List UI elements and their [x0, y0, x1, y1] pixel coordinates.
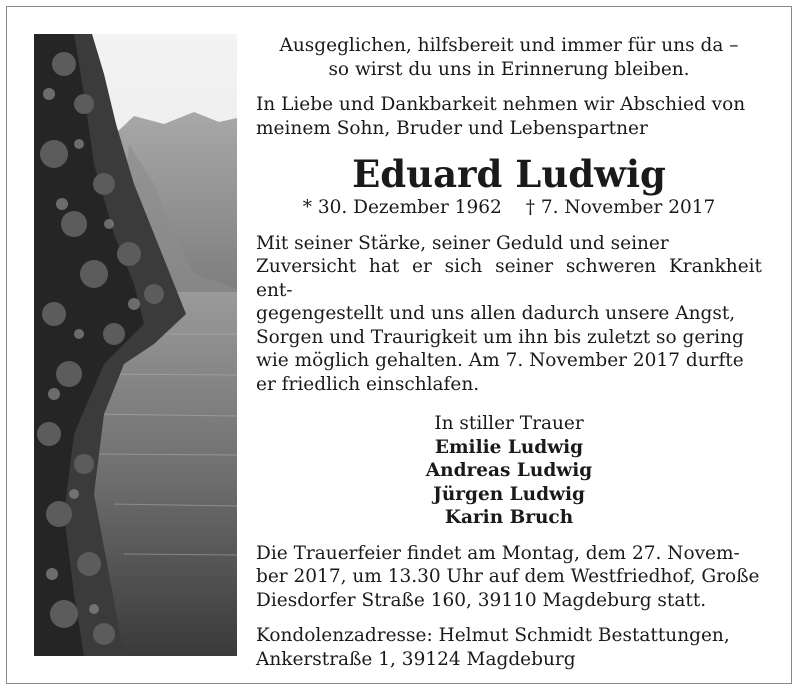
mourning-heading: In stiller Trauer: [434, 413, 584, 434]
birth-date: * 30. Dezember 1962: [302, 197, 502, 218]
mourners: [256, 412, 762, 530]
funeral-line: Diesdorfer Straße 160, 39110 Magdeburg statt.: [256, 589, 707, 611]
mourner-name: Karin Bruch: [444, 507, 574, 528]
intro: [256, 93, 762, 140]
funeral-line: Die Trauerfeier findet am Montag, dem 27. Novem-: [256, 542, 740, 564]
obituary-text: [256, 34, 762, 671]
funeral-info: [256, 542, 762, 613]
mourner-name: Jürgen Ludwig: [433, 483, 585, 505]
motto-line: so wirst du uns in Erinnerung bleiben.: [328, 58, 690, 80]
lake-landscape-photo: [34, 34, 237, 656]
deceased-name: Eduard Ludwig: [352, 152, 666, 196]
tribute-line: er friedlich einschlafen.: [256, 373, 480, 395]
mourner-name: Andreas Ludwig: [425, 460, 593, 481]
motto-line: Ausgeglichen, hilfsbereit und immer für uns da –: [279, 35, 739, 56]
condolence-line: Ankerstraße 1, 39124 Magdeburg: [256, 648, 576, 670]
intro-line: In Liebe und Dankbarkeit nehmen wir Abschied von: [256, 94, 746, 115]
mourner-name: Emilie Ludwig: [434, 436, 584, 458]
intro-line: meinem Sohn, Bruder und Lebenspartner: [256, 117, 648, 139]
tribute: [256, 232, 762, 397]
condolence-address: [256, 624, 762, 671]
motto: [256, 34, 762, 81]
death-date: † 7. November 2017: [525, 197, 716, 218]
tribute-line: Zuversicht hat er sich seiner schweren Krankheit ent-: [256, 256, 762, 301]
life-dates: [256, 196, 762, 220]
tribute-line: Sorgen und Traurigkeit um ihn bis zuletzt so gering: [256, 326, 744, 348]
tribute-line: wie möglich gehalten. Am 7. November 2017 durfte: [256, 350, 744, 371]
tribute-line: Mit seiner Stärke, seiner Geduld und seiner: [256, 232, 669, 254]
funeral-line: ber 2017, um 13.30 Uhr auf dem Westfriedhof, Große: [256, 566, 760, 587]
tribute-line: gegengestellt und uns allen dadurch unsere Angst,: [256, 303, 736, 324]
condolence-line: Kondolenzadresse: Helmut Schmidt Bestattungen,: [256, 625, 730, 646]
